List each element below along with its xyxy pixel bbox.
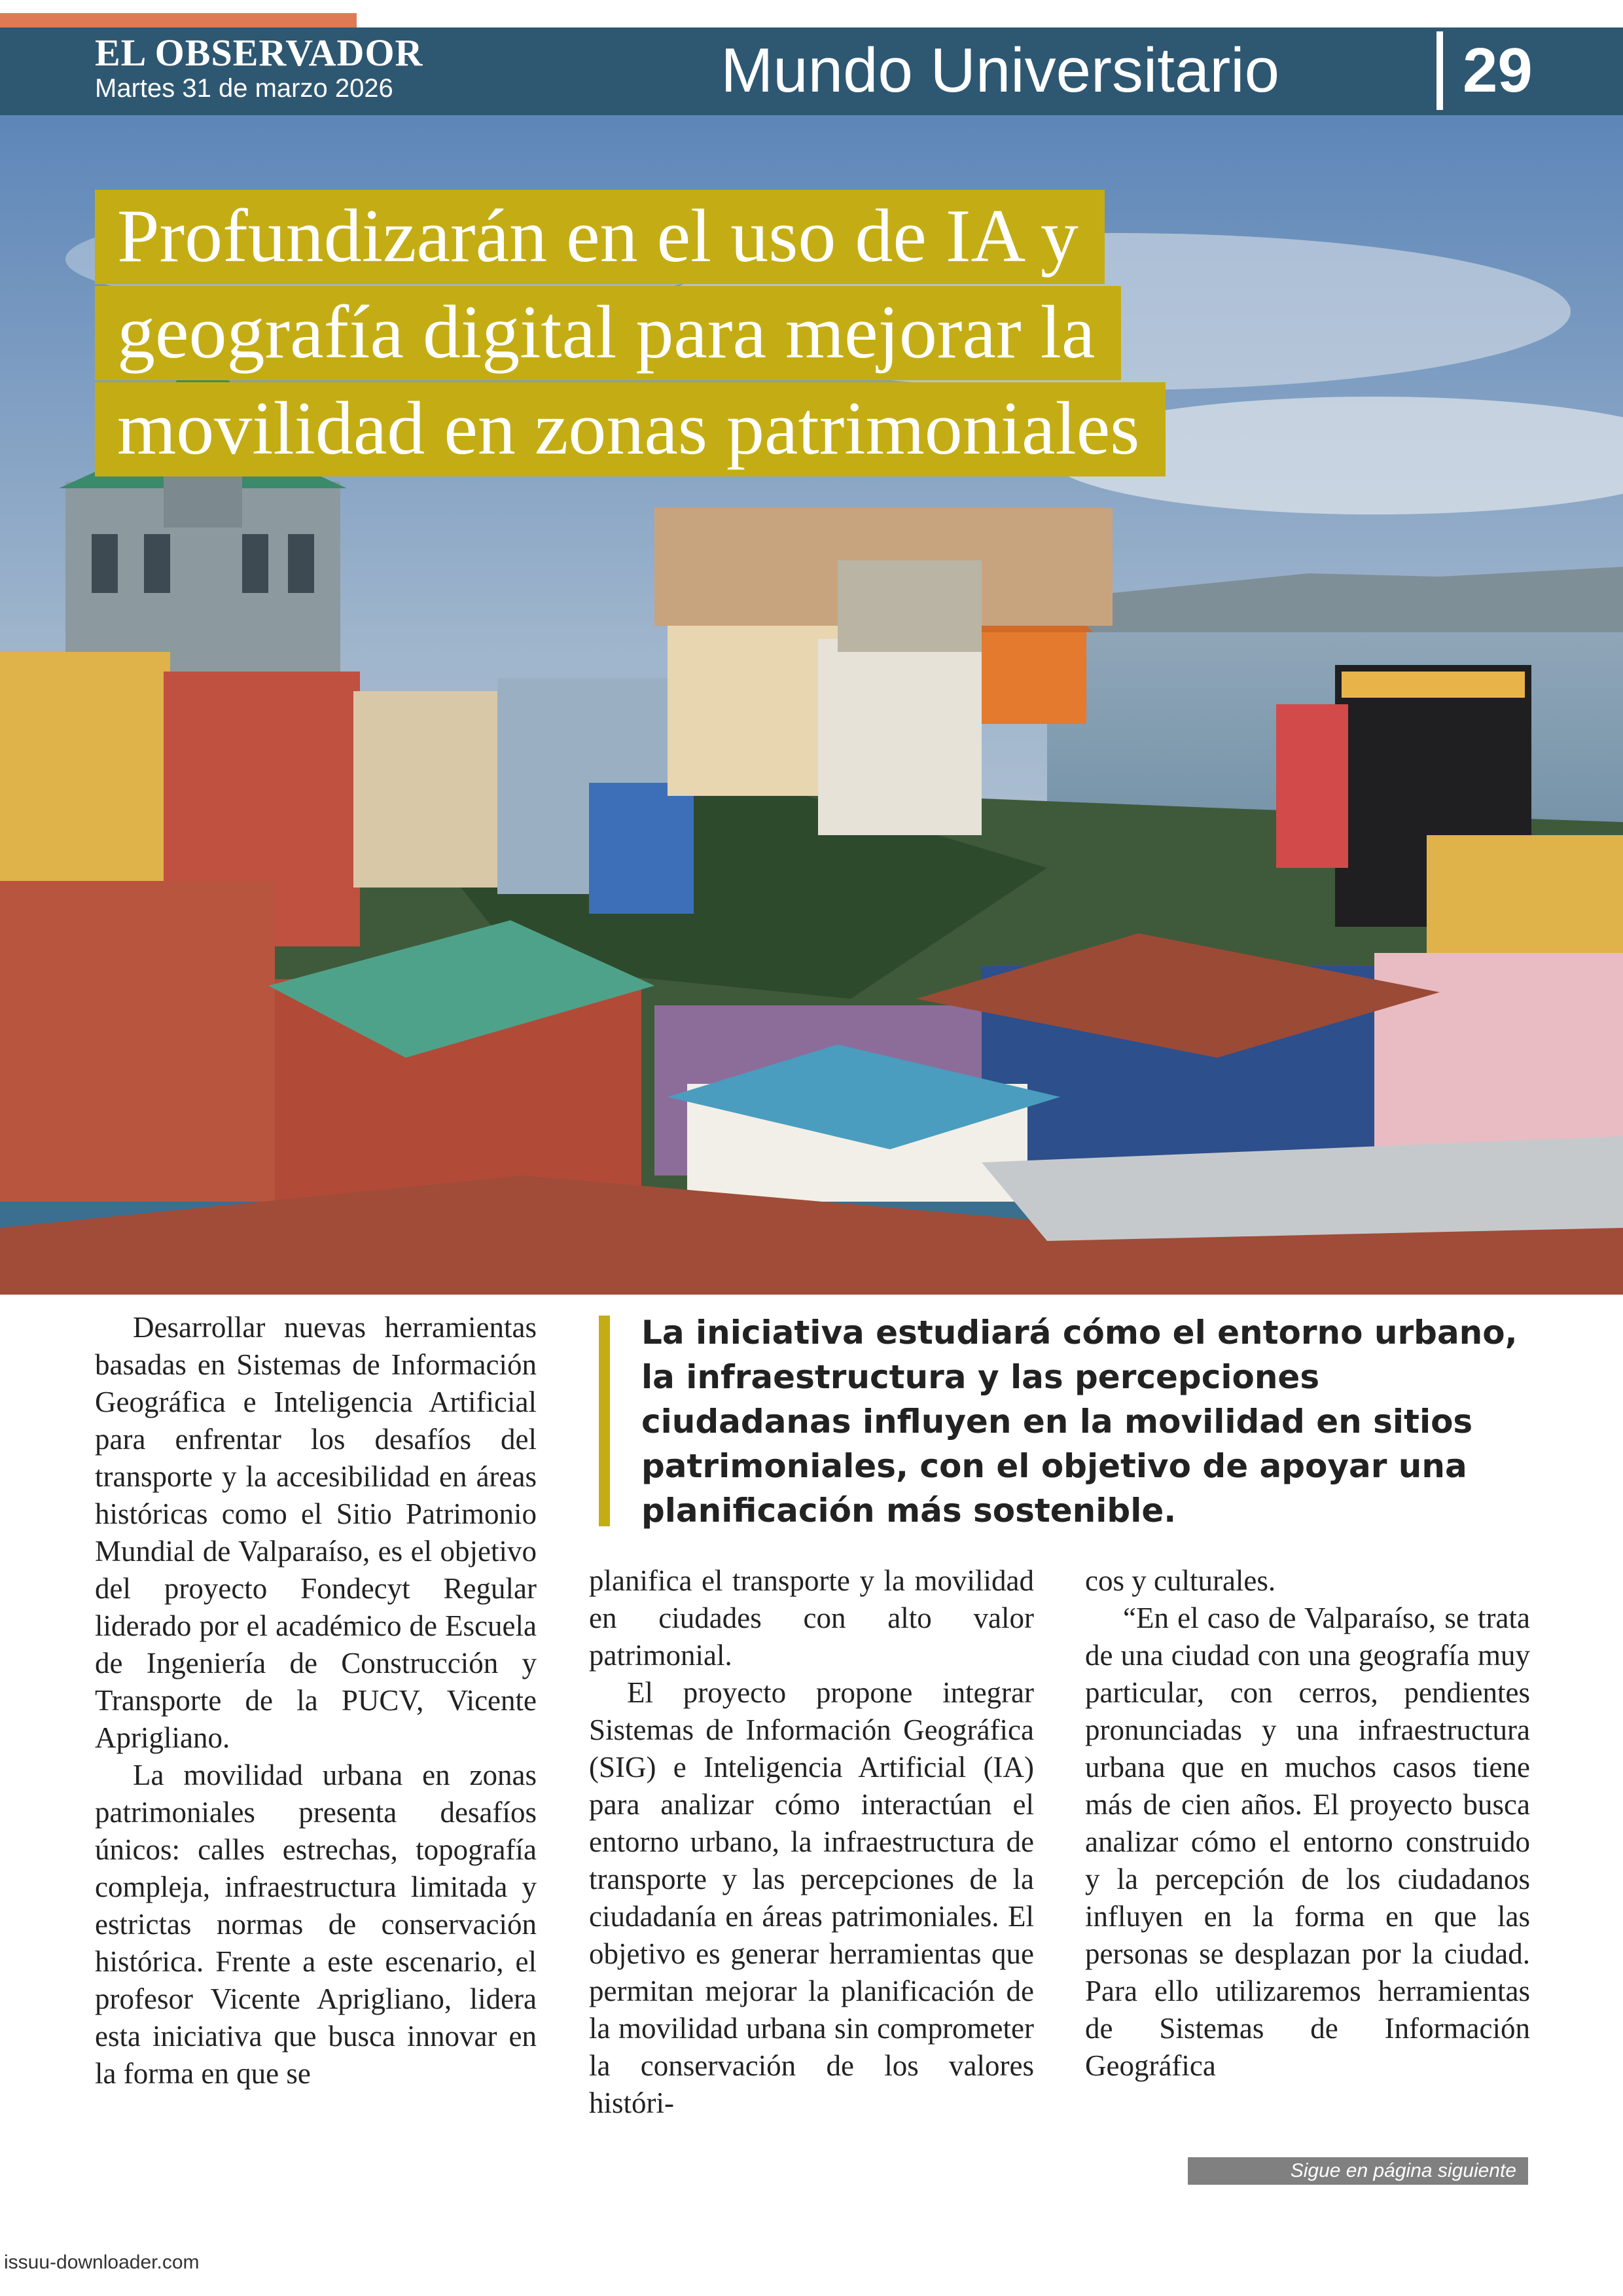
headline-line: geografía digital para mejorar la [95, 286, 1121, 380]
body-column-2 [589, 1562, 1034, 2122]
continue-label: Sigue en página siguiente [1188, 2157, 1528, 2185]
paragraph: El proyecto propone integrar Sistemas de Información Geográfica (SIG) e Inteligencia Artificial (IA) para analizar cómo interactúan el entorno urbano, la infraestructura de transporte y las percepciones de la ciudadanía en áreas patrimoniales. El objetivo es generar herramientas que permitan mejorar la planificación de la movilidad urbana sin comprometer la conservación de los valores históri- [589, 1676, 1034, 2119]
headline-line: movilidad en zonas patrimoniales [95, 382, 1166, 476]
paragraph: cos y culturales. [1085, 1564, 1276, 1597]
paragraph: planifica el transporte y la movilidad en ciudades con alto valor patrimonial. [589, 1564, 1034, 1672]
body-column-3 [1085, 1562, 1530, 2085]
masthead-accent-tab [0, 13, 357, 27]
paragraph: “En el caso de Valparaíso, se trata de una ciudad con una geografía muy particular, con cerros, pendientes pronunciadas y una infraestructura urbana que en muchos casos tiene más de cien años. El proyecto busca analizar cómo el entorno construido y la percepción de los ciudadanos influyen en la forma en que las personas se desplazan por la ciudad. Para ello utilizaremos herramientas de Sistemas de Información Geográfica [1085, 1602, 1530, 2082]
page-number: 29 [1463, 35, 1533, 105]
pull-quote-bar [599, 1316, 610, 1526]
pull-quote: La iniciativa estudiará cómo el entorno urbano, la infraestructura y las percepciones ciudadanas influyen en la movilidad en sitios patrimoniales, con el objetivo de apoyar una planificación más sostenible. [641, 1314, 1518, 1530]
paragraph: La movilidad urbana en zonas patrimoniales presenta desafíos únicos: calles estrechas, topografía compleja, infraestructura limitada y estrictas normas de conservación histórica. Frente a este escenario, el profesor Vicente Aprigliano, lidera esta iniciativa que busca innovar en la forma en que se [95, 1759, 537, 2090]
masthead-divider [1436, 31, 1443, 110]
paragraph: Desarrollar nuevas herramientas basadas en Sistemas de Información Geográfica e Inteligencia Artificial para enfrentar los desafíos del transporte y la accesibilidad en áreas históricas como el Sitio Patrimonio Mundial de Valparaíso, es el objetivo del proyecto Fondecyt Regular liderado por el académico de Escuela de Ingeniería de Construcción y Transporte de la PUCV, Vicente Aprigliano. [95, 1311, 537, 1754]
paper-name: EL OBSERVADOR [95, 31, 423, 74]
headline-line: Profundizarán en el uso de IA y [95, 190, 1105, 284]
issue-date: Martes 31 de marzo 2026 [95, 74, 393, 103]
headline [95, 190, 1260, 478]
section-title: Mundo Universitario [721, 35, 1279, 105]
masthead-left [95, 33, 423, 103]
body-column-1 [95, 1309, 537, 2092]
footer-watermark: issuu-downloader.com [4, 2251, 200, 2273]
